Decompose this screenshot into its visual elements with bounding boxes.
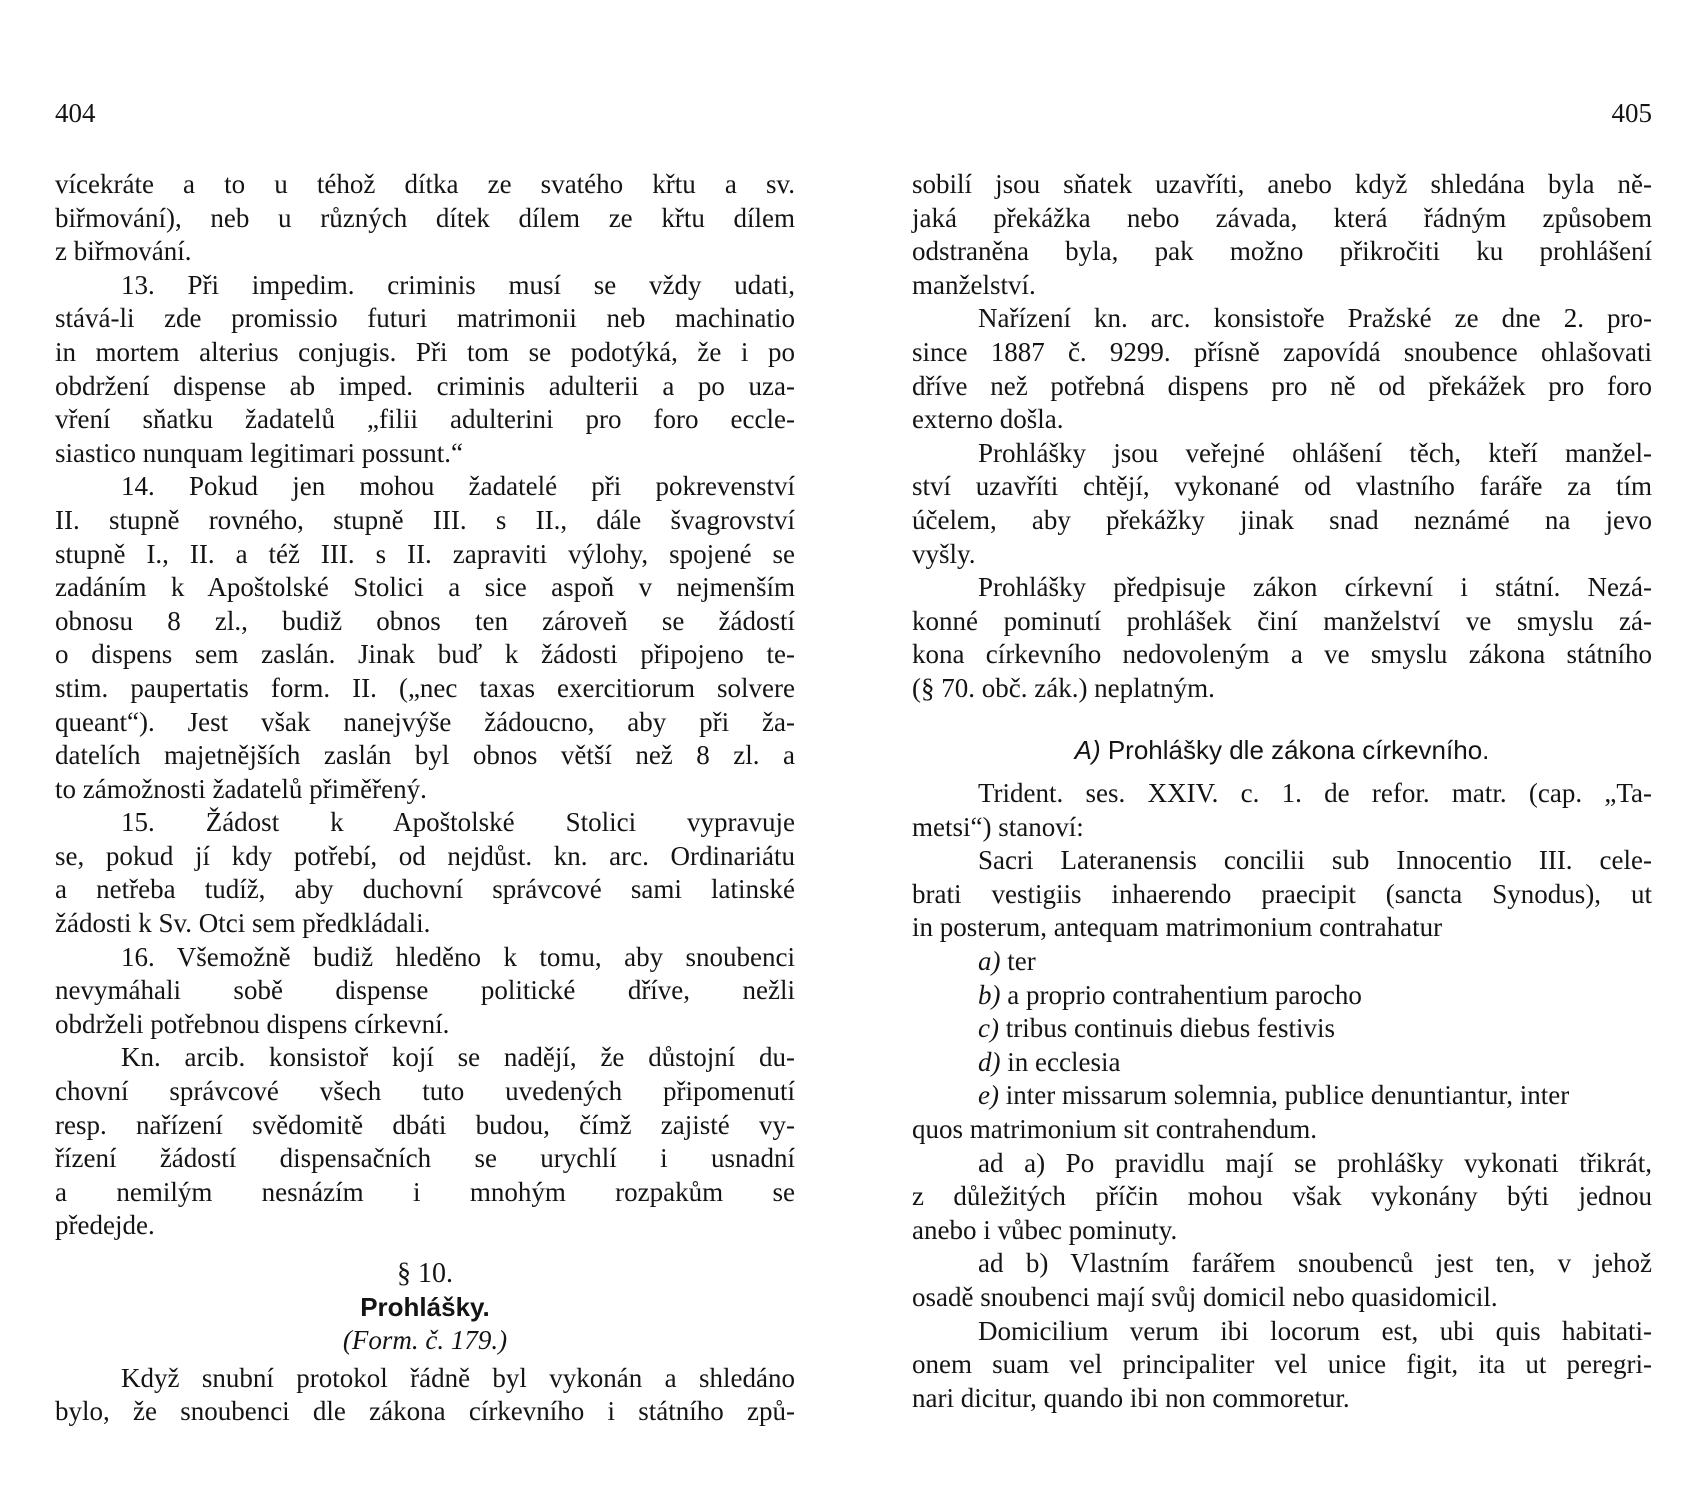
list-letter: a) — [978, 946, 1001, 977]
text-line: účelem, aby překážky jinak snad neznámé na jevo — [912, 504, 1652, 535]
text-line: 16. Všemožně budiž hleděno k tomu, aby snoubenci — [121, 941, 795, 972]
text-line: jaká překážka nebo závada, která řádným způsobem — [912, 202, 1652, 233]
text-line: Domicilium verum ibi locorum est, ubi quis habitati- — [978, 1315, 1652, 1346]
text-line: in mortem alterius conjugis. Při tom se podotýká, že i po — [55, 336, 795, 367]
text-line: vyšly. — [912, 538, 976, 569]
text-line: Prohlášky předpisuje zákon církevní i státní. Nezá- — [978, 572, 1652, 603]
text-line: ad a) Po pravidlu mají se prohlášky vykonati třikrát, — [978, 1147, 1652, 1178]
text-line: since 1887 č. 9299. přísně zapovídá snoubence ohlašovati — [912, 336, 1652, 367]
list-text: in ecclesia — [1007, 1046, 1121, 1077]
list-letter: e) — [978, 1080, 999, 1111]
text-line: Prohlášky jsou veřejné ohlášení těch, kteří manžel- — [978, 437, 1652, 468]
list-letter: d) — [978, 1046, 1001, 1077]
list-item — [912, 1079, 1652, 1113]
text-line: z důležitých příčin mohou však vykonány býti jednou — [912, 1181, 1652, 1212]
text-line: to zámožnosti žadatelů přiměřený. — [55, 773, 427, 804]
text-line: datelích majetnějších zaslán byl obnos větší než 8 zl. a — [55, 740, 795, 771]
text-line: se, pokud jí kdy potřebí, od nejdůst. kn. arc. Ordinariátu — [55, 840, 795, 871]
text-line: Kn. arcib. konsistoř kojí se nadějí, že důstojní du- — [121, 1042, 795, 1073]
list-item — [912, 1046, 1652, 1080]
text-line: a netřeba tudíž, aby duchovní správcové sami latinské — [55, 874, 795, 905]
text-line: dříve než potřebná dispens pro ně od překážek pro foro — [912, 370, 1652, 401]
text-line: resp. nařízení svědomitě dbáti budou, čímž zajisté vy- — [55, 1109, 795, 1140]
list-text: tribus continuis diebus festivis — [1005, 1013, 1335, 1044]
text-line: obdrželi potřebnou dispens církevní. — [55, 1008, 450, 1039]
text-line: ství uzavříti chtějí, vykonané od vlastního faráře za tím — [912, 471, 1652, 502]
text-line: stupně I., II. a též III. s II. zapraviti výlohy, spojené se — [55, 538, 795, 569]
text-line: Sacri Lateranensis concilii sub Innocentio III. cele- — [978, 845, 1652, 876]
text-line: předejde. — [55, 1210, 155, 1241]
spacer — [55, 1243, 795, 1257]
text-line: brati vestigiis inhaerendo praecipit (sancta Synodus), ut — [912, 878, 1652, 909]
text-line: externo došla. — [912, 404, 1064, 435]
text-line: (§ 70. obč. zák.) neplatným. — [912, 672, 1215, 703]
text-line: in posterum, antequam matrimonium contrahatur — [912, 912, 1443, 943]
page-number: 405 — [1611, 98, 1652, 128]
text-line: II. stupně rovného, stupně III. s II., dále švagrovství — [55, 504, 795, 535]
list-text: ter — [1007, 946, 1036, 977]
text-line: anebo i vůbec pominuty. — [912, 1214, 1178, 1245]
text-line: stim. paupertatis form. II. („nec taxas exercitiorum solvere — [55, 672, 795, 703]
text-line: siastico nunquam legitimari possunt.“ — [55, 437, 463, 468]
text-line: sobilí jsou sňatek uzavříti, anebo když shledána byla ně- — [912, 169, 1652, 199]
text-line: manželství. — [912, 269, 1036, 300]
text-line: obnosu 8 zl., budiž obnos ten zároveň se žádostí — [55, 605, 795, 636]
text-line: zadáním k Apoštolské Stolici a sice aspoň v nejmenším — [55, 572, 795, 603]
subsection-letter: A) — [1074, 734, 1101, 765]
section-number: § 10. — [397, 1258, 453, 1289]
text-line: a nemilým nesnázím i mnohým rozpakům se — [55, 1176, 795, 1207]
text-line: kona církevního nedovoleným a ve smyslu zákona státního — [912, 639, 1652, 670]
text-line: konné pominutí prohlášek činí manželství ve smyslu zá- — [912, 605, 1652, 636]
text-line: stává-li zde promissio futuri matrimonii neb machinatio — [55, 303, 795, 334]
subsection-title: Prohlášky dle zákona církevního. — [1107, 734, 1490, 765]
form-reference: (Form. č. 179.) — [342, 1325, 508, 1356]
text-line: vření sňatku žadatelů „filii adulterini pro foro eccle- — [55, 404, 795, 435]
text-line: odstraněna byla, pak možno přikročiti ku prohlášení — [912, 236, 1652, 267]
text-line: řízení žádostí dispensačních se urychlí i usnadní — [55, 1143, 795, 1174]
section-title: Prohlášky. — [360, 1291, 490, 1322]
text-line: 15. Žádost k Apoštolské Stolici vypravuje — [121, 807, 795, 838]
subsection-heading — [912, 734, 1652, 768]
text-line: osadě snoubenci mají svůj domicil nebo quasidomicil. — [912, 1282, 1498, 1312]
text-line: quos matrimonium sit contrahendum. — [912, 1114, 1317, 1145]
text-line: 13. Při impedim. criminis musí se vždy udati, — [121, 269, 795, 300]
text-line: z biřmování. — [55, 236, 192, 267]
spacer — [912, 706, 1652, 734]
text-line: nari dicitur, quando ibi non commoretur. — [912, 1382, 1350, 1413]
spacer — [912, 767, 1652, 777]
text-line: onem suam vel principaliter vel unice figit, ita ut peregri- — [912, 1349, 1652, 1380]
list-item — [912, 1012, 1652, 1046]
text-line: Když snubní protokol řádně byl vykonán a shledáno — [121, 1362, 795, 1393]
left-page-body — [55, 168, 795, 1429]
text-line: ad b) Vlastním farářem snoubenců jest ten, v jehož — [978, 1248, 1652, 1279]
list-item — [912, 945, 1652, 979]
right-page-body — [912, 168, 1652, 1415]
list-item — [912, 979, 1652, 1013]
text-line: vícekráte a to u téhož dítka ze svatého křtu a sv. — [55, 169, 795, 199]
text-line: metsi“) stanoví: — [912, 811, 1084, 842]
text-line: queant“). Jest však nanejvýše žádoucno, aby při ža- — [55, 706, 795, 737]
text-line: o dispens sem zaslán. Jinak buď k žádosti připojeno te- — [55, 639, 795, 670]
list-letter: c) — [978, 1013, 999, 1044]
text-line: nevymáhali sobě dispense politické dříve, nežli — [55, 975, 795, 1006]
list-letter: b) — [978, 979, 1001, 1010]
text-line: Nařízení kn. arc. konsistoře Pražské ze dne 2. pro- — [978, 303, 1652, 334]
page-number: 404 — [55, 98, 96, 128]
text-line: biřmování), neb u různých dítek dílem ze křtu dílem — [55, 202, 795, 233]
text-line: obdržení dispense ab imped. criminis adulterii a po uza- — [55, 370, 795, 401]
text-line: žádosti k Sv. Otci sem předkládali. — [55, 908, 431, 939]
text-line: Trident. ses. XXIV. c. 1. de refor. matr. (cap. „Ta- — [978, 778, 1652, 809]
text-line: 14. Pokud jen mohou žadatelé při pokrevenství — [121, 471, 795, 502]
list-text: inter missarum solemnia, publice denuntiantur, inter — [1005, 1080, 1570, 1111]
list-text: a proprio contrahentium parocho — [1007, 979, 1362, 1010]
text-line: bylo, že snoubenci dle zákona církevního i státního způ- — [55, 1396, 795, 1427]
text-line: chovní správcové všech tuto uvedených připomenutí — [55, 1076, 795, 1107]
